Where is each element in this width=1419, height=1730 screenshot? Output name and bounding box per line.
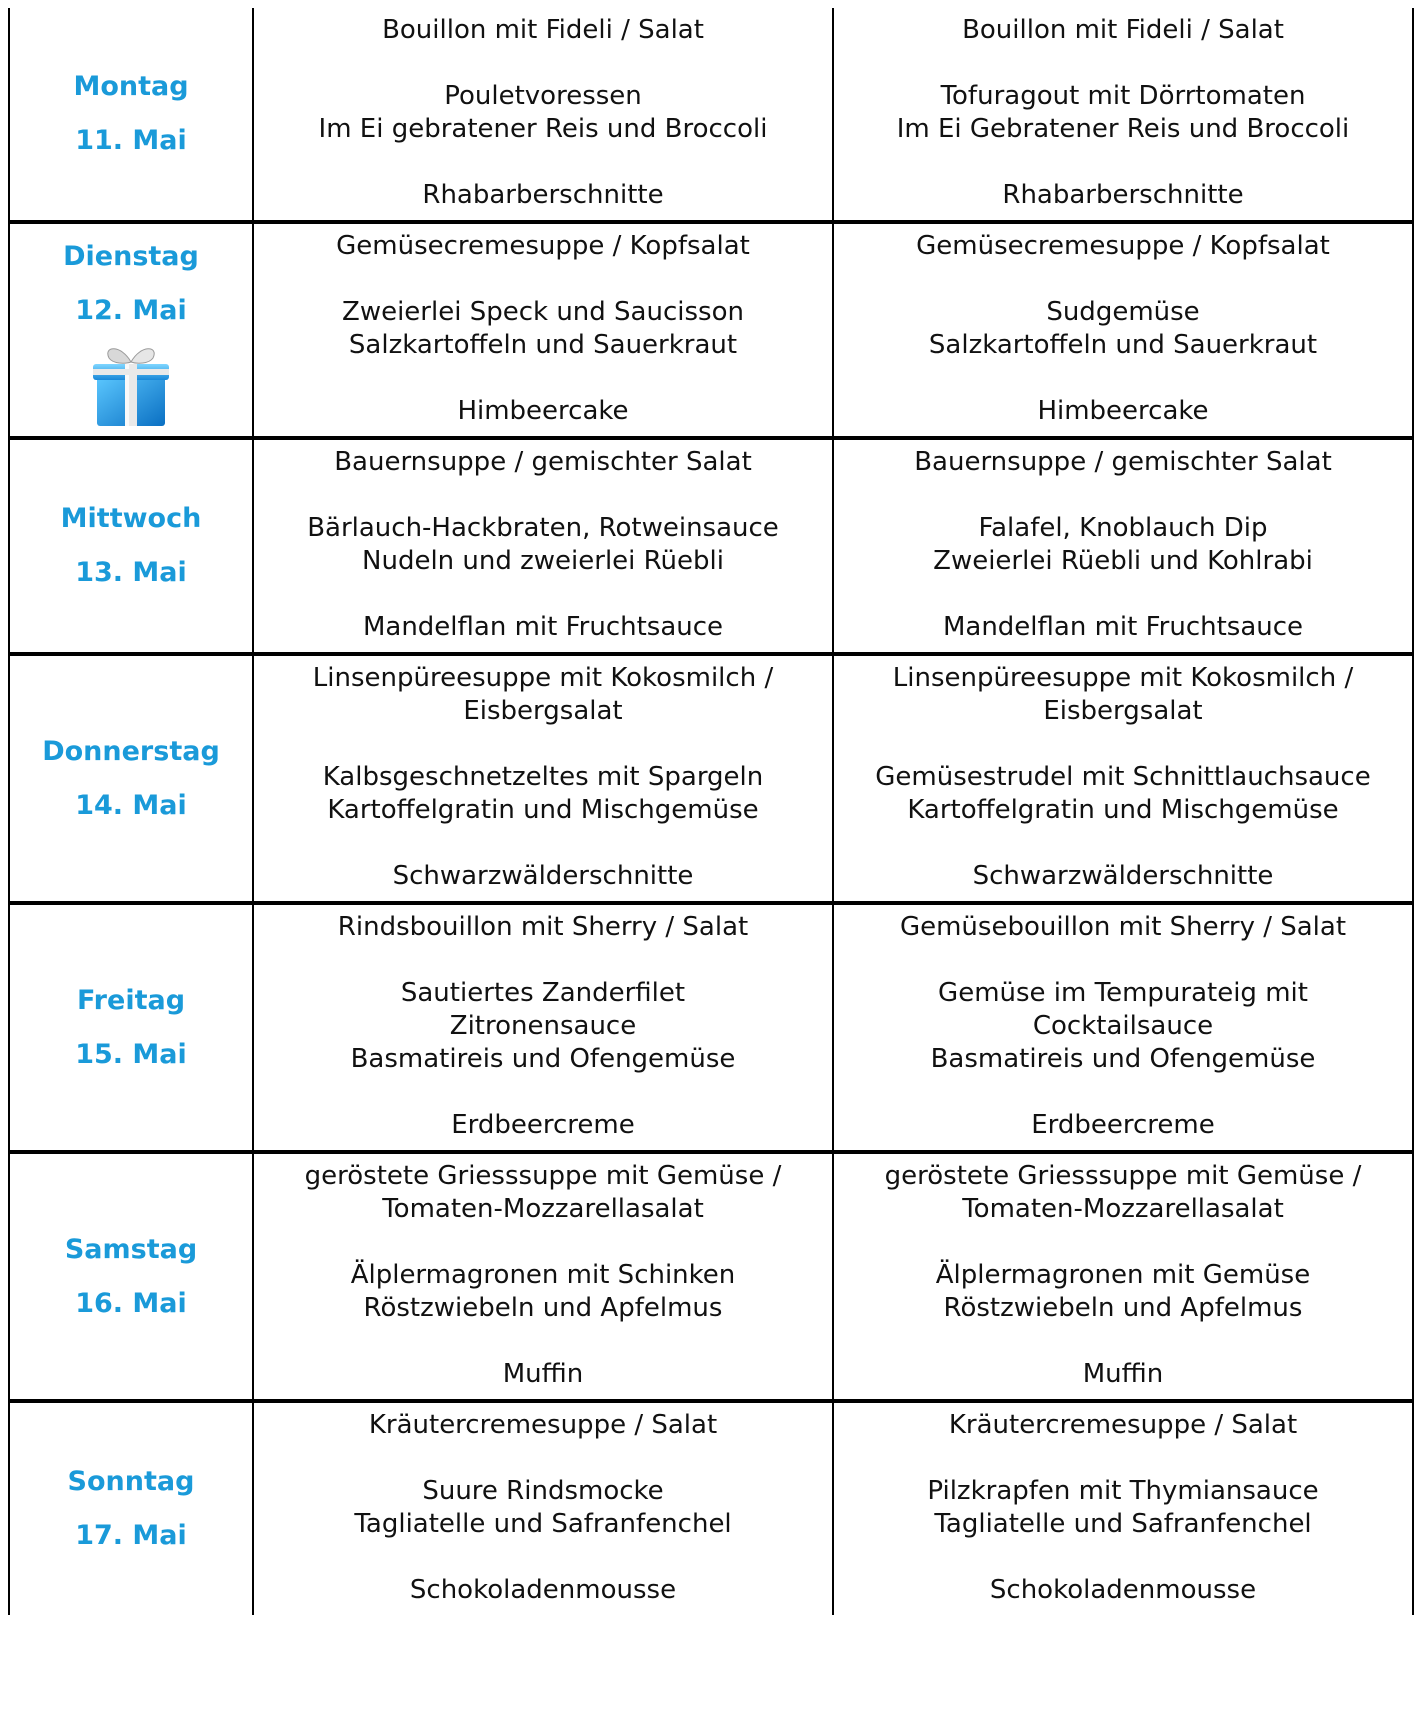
day-date: 11. Mai [75, 125, 187, 156]
course-spacer [834, 827, 1412, 860]
main-line: Röstzwiebeln und Apfelmus [363, 1293, 723, 1323]
starter-line: Bouillon mit Fideli / Salat [962, 15, 1284, 45]
main-line: Zweierlei Rüebli und Kohlrabi [933, 546, 1313, 576]
day-name: Dienstag [63, 241, 199, 272]
menu-b-cell [833, 222, 1413, 438]
day-row [9, 654, 1413, 903]
main-line: Salzkartoffeln und Sauerkraut [348, 330, 738, 360]
main-line: Suure Rindsmocke [422, 1476, 664, 1506]
main-line: Bärlauch-Hackbraten, Rotweinsauce [307, 513, 779, 543]
course-spacer [834, 1076, 1412, 1109]
course-spacer [834, 944, 1412, 977]
main-line: Sautiertes Zanderfilet [400, 978, 686, 1008]
course-spacer [254, 1541, 832, 1574]
course-spacer [834, 1442, 1412, 1475]
menu-b-cell [833, 654, 1413, 903]
course-spacer [254, 578, 832, 611]
starter-line: geröstete Griesssuppe mit Gemüse / [304, 1161, 782, 1191]
main-line: Basmatireis und Ofengemüse [930, 1044, 1316, 1074]
main-line: Im Ei gebratener Reis und Broccoli [318, 114, 768, 144]
day-name: Freitag [76, 984, 186, 1016]
meal-block [254, 1403, 832, 1615]
starter-line: Bauernsuppe / gemischter Salat [914, 447, 1332, 477]
course-spacer [834, 263, 1412, 296]
dessert-line: Schwarzwälderschnitte [972, 861, 1274, 891]
main-line: Gemüsestrudel mit Schnittlauchsauce [875, 762, 1371, 792]
course-spacer [254, 1442, 832, 1475]
menu-a-cell [253, 1401, 833, 1615]
menu-a-cell [253, 222, 833, 438]
day-row [9, 1152, 1413, 1401]
course-spacer [834, 578, 1412, 611]
menu-b-cell [833, 8, 1413, 222]
day-date: 15. Mai [75, 1038, 187, 1070]
menu-b-cell [833, 1401, 1413, 1615]
day-row [9, 222, 1413, 438]
starter-line: Linsenpüreesuppe mit Kokosmilch / [312, 663, 774, 693]
course-spacer [834, 1226, 1412, 1259]
menu-b-cell [833, 438, 1413, 654]
course-spacer [834, 1325, 1412, 1358]
day-name: Samstag [64, 1233, 198, 1265]
day-row [9, 438, 1413, 654]
dessert-line: Erdbeercreme [1031, 1110, 1215, 1140]
starter-line: Kräutercremesuppe / Salat [368, 1410, 718, 1440]
dessert-line: Muffin [502, 1359, 584, 1389]
dessert-line: Muffin [1082, 1359, 1164, 1389]
menu-a-cell [253, 8, 833, 222]
course-spacer [834, 47, 1412, 80]
dessert-line: Rhabarberschnitte [1002, 180, 1244, 210]
dessert-line: Himbeercake [457, 396, 629, 426]
main-line: Falafel, Knoblauch Dip [978, 513, 1268, 543]
meal-block [254, 1154, 832, 1399]
dessert-line: Schwarzwälderschnitte [392, 861, 694, 891]
starter-line: Kräutercremesuppe / Salat [948, 1410, 1298, 1440]
main-line: Kartoffelgratin und Mischgemüse [327, 795, 759, 825]
starter-line: Eisbergsalat [1043, 696, 1203, 726]
main-line: Pouletvoressen [444, 81, 642, 111]
weekly-menu-body [9, 8, 1413, 1615]
day-cell [9, 903, 253, 1152]
dessert-line: Schokoladenmousse [409, 1575, 677, 1605]
meal-block [834, 656, 1412, 901]
starter-line: geröstete Griesssuppe mit Gemüse / [884, 1161, 1362, 1191]
course-spacer [254, 47, 832, 80]
dessert-line: Rhabarberschnitte [422, 180, 664, 210]
main-line: Älplermagronen mit Gemüse [935, 1260, 1311, 1290]
weekly-menu-table [8, 8, 1414, 1615]
meal-block [254, 8, 832, 220]
day-name: Montag [73, 71, 189, 102]
starter-line: Linsenpüreesuppe mit Kokosmilch / [892, 663, 1354, 693]
main-line: Röstzwiebeln und Apfelmus [943, 1293, 1303, 1323]
menu-a-cell [253, 654, 833, 903]
meal-block [834, 440, 1412, 652]
starter-line: Tomaten-Mozzarellasalat [962, 1194, 1284, 1224]
meal-block [834, 224, 1412, 436]
meal-block [834, 8, 1412, 220]
starter-line: Gemüsecremesuppe / Kopfsalat [336, 231, 750, 261]
course-spacer [254, 362, 832, 395]
main-line: Basmatireis und Ofengemüse [350, 1044, 736, 1074]
course-spacer [254, 263, 832, 296]
day-cell [9, 8, 253, 222]
day-cell [9, 1401, 253, 1615]
course-spacer [254, 944, 832, 977]
course-spacer [254, 146, 832, 179]
day-row [9, 1401, 1413, 1615]
day-row [9, 8, 1413, 222]
dessert-line: Mandelflan mit Fruchtsauce [362, 612, 724, 642]
day-cell [9, 654, 253, 903]
day-date: 12. Mai [75, 295, 187, 326]
dessert-line: Erdbeercreme [451, 1110, 635, 1140]
main-line: Pilzkrapfen mit Thymiansauce [927, 1476, 1319, 1506]
main-line: Tofuragout mit Dörrtomaten [940, 81, 1306, 111]
day-name: Mittwoch [60, 503, 202, 534]
course-spacer [254, 827, 832, 860]
starter-line: Bauernsuppe / gemischter Salat [334, 447, 752, 477]
main-line: Gemüse im Tempurateig mit [938, 978, 1308, 1008]
course-spacer [254, 1076, 832, 1109]
course-spacer [834, 362, 1412, 395]
course-spacer [254, 1226, 832, 1259]
main-line: Kartoffelgratin und Mischgemüse [907, 795, 1339, 825]
meal-block [254, 656, 832, 901]
gift-box-icon [81, 340, 181, 430]
starter-line: Gemüsebouillon mit Sherry / Salat [899, 912, 1347, 942]
meal-block [254, 905, 832, 1150]
day-date: 14. Mai [75, 789, 187, 821]
meal-block [254, 440, 832, 652]
meal-block [834, 905, 1412, 1150]
dessert-line: Schokoladenmousse [989, 1575, 1257, 1605]
course-spacer [834, 479, 1412, 512]
day-cell [9, 1152, 253, 1401]
starter-line: Bouillon mit Fideli / Salat [382, 15, 704, 45]
day-date: 17. Mai [75, 1520, 187, 1551]
course-spacer [254, 728, 832, 761]
day-name: Sonntag [67, 1466, 195, 1497]
course-spacer [834, 146, 1412, 179]
main-line: Tagliatelle und Safranfenchel [354, 1509, 732, 1539]
course-spacer [834, 728, 1412, 761]
starter-line: Rindsbouillon mit Sherry / Salat [337, 912, 749, 942]
main-line: Zweierlei Speck und Saucisson [342, 297, 744, 327]
main-line: Nudeln und zweierlei Rüebli [362, 546, 724, 576]
menu-b-cell [833, 1152, 1413, 1401]
starter-line: Tomaten-Mozzarellasalat [382, 1194, 704, 1224]
main-line: Cocktailsauce [1032, 1011, 1214, 1041]
dessert-line: Mandelflan mit Fruchtsauce [942, 612, 1304, 642]
menu-a-cell [253, 438, 833, 654]
main-line: Zitronensauce [449, 1011, 637, 1041]
starter-line: Eisbergsalat [463, 696, 623, 726]
day-date: 16. Mai [75, 1287, 187, 1319]
main-line: Sudgemüse [1046, 297, 1200, 327]
menu-b-cell [833, 903, 1413, 1152]
course-spacer [834, 1541, 1412, 1574]
meal-block [254, 224, 832, 436]
day-row [9, 903, 1413, 1152]
starter-line: Gemüsecremesuppe / Kopfsalat [916, 231, 1330, 261]
day-cell [9, 222, 253, 438]
day-date: 13. Mai [75, 557, 187, 588]
main-line: Im Ei Gebratener Reis und Broccoli [896, 114, 1350, 144]
course-spacer [254, 1325, 832, 1358]
main-line: Salzkartoffeln und Sauerkraut [928, 330, 1318, 360]
day-name: Donnerstag [42, 735, 220, 767]
main-line: Tagliatelle und Safranfenchel [934, 1509, 1312, 1539]
course-spacer [254, 479, 832, 512]
day-cell [9, 438, 253, 654]
menu-a-cell [253, 1152, 833, 1401]
meal-block [834, 1154, 1412, 1399]
main-line: Kalbsgeschnetzeltes mit Spargeln [322, 762, 764, 792]
main-line: Älplermagronen mit Schinken [350, 1260, 736, 1290]
menu-a-cell [253, 903, 833, 1152]
dessert-line: Himbeercake [1037, 396, 1209, 426]
meal-block [834, 1403, 1412, 1615]
